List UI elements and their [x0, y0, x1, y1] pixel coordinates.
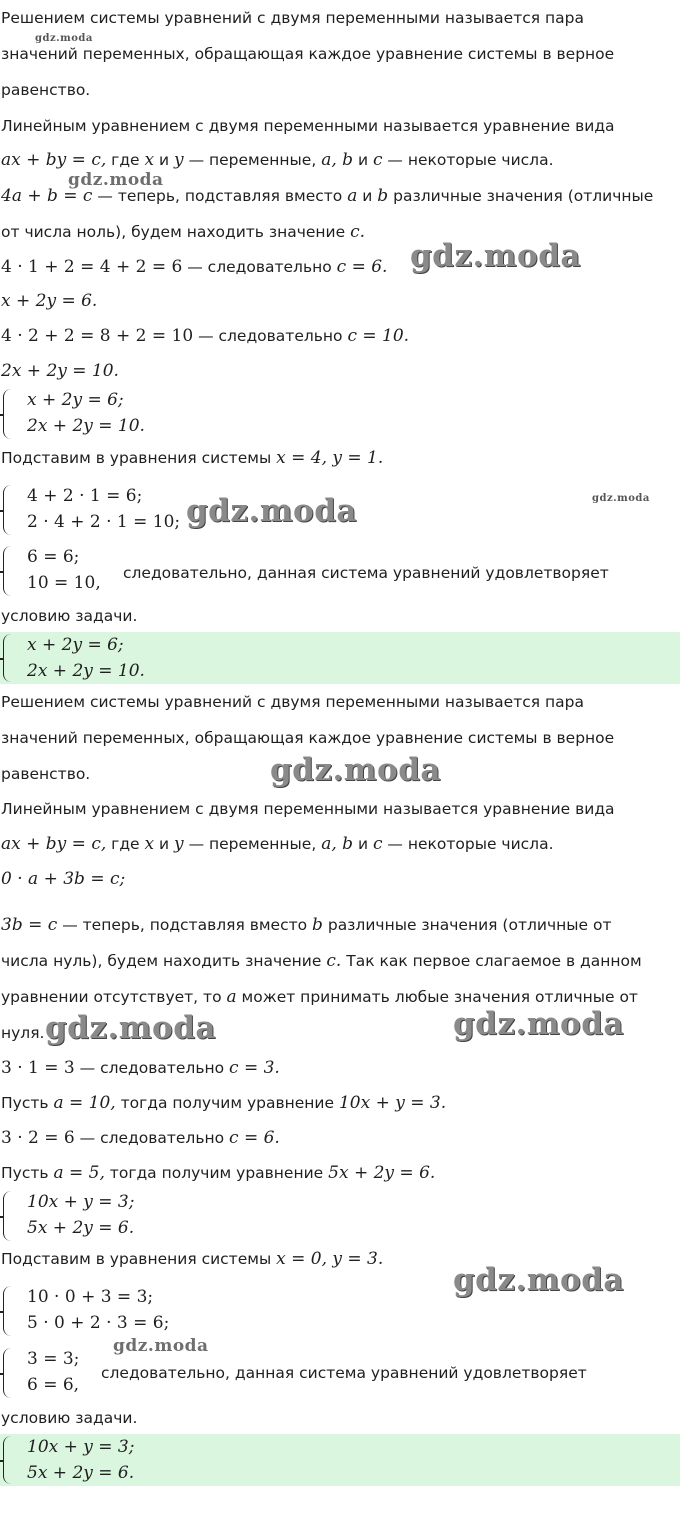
var-a: a	[347, 186, 358, 206]
result: c = 10.	[347, 326, 410, 346]
var-c: c.	[350, 222, 366, 242]
equation-1: x + 2y = 6.	[1, 291, 98, 311]
definition-solution-line-3: равенство.	[1, 81, 91, 99]
substitute-line	[1, 1249, 383, 1269]
brace	[3, 485, 16, 535]
system-row: 5x + 2y = 6.	[27, 1463, 135, 1483]
brace	[3, 389, 16, 439]
watermark: gdz.moda	[453, 1262, 624, 1298]
watermark: gdz.moda	[45, 1010, 216, 1046]
brace	[3, 1348, 16, 1398]
substitution-line-4: нуля.	[1, 1024, 45, 1042]
text: — некоторые числа.	[382, 835, 554, 853]
general-equation: ax + by = c,	[1, 150, 107, 170]
substitution-line-2	[1, 951, 642, 971]
system-row: 5x + 2y = 6.	[27, 1218, 135, 1238]
brace	[3, 1286, 16, 1336]
brace	[3, 634, 16, 682]
text: и	[353, 835, 373, 853]
system-row: 2x + 2y = 10.	[27, 416, 145, 436]
expression: 4 · 1 + 2 = 4 + 2 = 6	[1, 257, 183, 277]
system-row: 10 = 10,	[27, 573, 101, 593]
definition-solution-line-1: Решением системы уравнений с двумя переменными называется пара	[1, 9, 584, 27]
equation: 3b = c	[1, 915, 58, 935]
equation-2: 2x + 2y = 10.	[1, 361, 119, 381]
watermark: gdz.moda	[68, 170, 164, 190]
text: Так как первое слагаемое в данном	[341, 952, 642, 970]
values: x = 4, y = 1.	[276, 448, 384, 468]
result: c = 3.	[229, 1058, 280, 1078]
value-a: a = 5,	[53, 1163, 105, 1183]
text: — теперь, подставляя вместо	[92, 187, 348, 205]
equation: 10x + y = 3.	[338, 1093, 447, 1113]
system-row: 2 · 4 + 2 · 1 = 10;	[27, 512, 181, 532]
text: — следовательно	[193, 327, 348, 345]
text: — теперь, подставляя вместо	[57, 916, 313, 934]
text: и	[154, 151, 175, 169]
answer-box-2	[0, 1434, 680, 1486]
answer-box-1	[0, 632, 680, 684]
calculation-1	[1, 257, 387, 277]
system-row: 10 · 0 + 3 = 3;	[27, 1287, 154, 1307]
general-equation-line	[1, 834, 554, 854]
system-row: 10x + y = 3;	[27, 1192, 135, 1212]
values: x = 0, y = 3.	[276, 1249, 384, 1269]
system-row: 5 · 0 + 2 · 3 = 6;	[27, 1313, 170, 1333]
answer-system	[1, 632, 221, 684]
watermark: gdz.moda	[270, 752, 441, 788]
system-row: 4 + 2 · 1 = 6;	[27, 486, 143, 506]
text: — переменные,	[183, 835, 322, 853]
text: и	[357, 187, 378, 205]
general-equation: ax + by = c,	[1, 834, 107, 854]
result: c = 6.	[229, 1128, 280, 1148]
definition-linear-equation: Линейным уравнением с двумя переменными называется уравнение вида	[1, 117, 615, 135]
text: различные значения (отличные от	[322, 916, 612, 934]
check-system-2	[1, 1284, 221, 1338]
text: от числа ноль), будем находить значение	[1, 223, 351, 241]
result: c = 6.	[336, 257, 388, 277]
coeff-c: c	[372, 834, 383, 854]
text: — переменные,	[183, 151, 322, 169]
text: Подставим в уравнения системы	[1, 1250, 277, 1268]
definition-solution-line-1: Решением системы уравнений с двумя переменными называется пара	[1, 693, 584, 711]
watermark: gdz.moda	[186, 493, 357, 529]
conclusion-end: условию задачи.	[1, 1409, 138, 1427]
system-row: 3 = 3;	[27, 1349, 80, 1369]
calculation-1	[1, 1058, 280, 1078]
text: Подставим в уравнения системы	[1, 449, 277, 467]
text: где	[106, 151, 145, 169]
definition-linear-equation: Линейным уравнением с двумя переменными называется уравнение вида	[1, 800, 615, 818]
system-row: 10x + y = 3;	[27, 1437, 135, 1457]
var-a: a	[226, 987, 237, 1007]
text: — некоторые числа.	[382, 151, 554, 169]
calculation-2	[1, 326, 409, 346]
equation: 4a + b = c	[1, 186, 93, 206]
general-equation-line	[1, 150, 554, 170]
result-system-1	[1, 544, 121, 598]
conclusion-end: условию задачи.	[1, 607, 138, 625]
substitute-line	[1, 448, 383, 468]
check-system-1	[1, 483, 201, 537]
text: тогда получим уравнение	[115, 1094, 339, 1112]
system-row: 2x + 2y = 10.	[27, 661, 145, 681]
substitution-line-3	[1, 987, 638, 1007]
coeffs: a, b	[321, 150, 354, 170]
watermark: gdz.moda	[113, 1336, 209, 1356]
text: уравнении отсутствует, то	[1, 988, 227, 1006]
value-a: a = 10,	[53, 1093, 116, 1113]
equation: 5x + 2y = 6.	[328, 1163, 436, 1183]
text: — следовательно	[182, 258, 337, 276]
var-b: b	[312, 915, 323, 935]
var-b: b	[377, 186, 389, 206]
text: Пусть	[1, 1094, 54, 1112]
brace	[3, 1436, 16, 1484]
system-2	[1, 1189, 201, 1243]
system-row: 6 = 6,	[27, 1375, 80, 1395]
expression: 3 · 2 = 6	[1, 1128, 75, 1148]
answer-system	[1, 1434, 221, 1486]
text: различные значения (отличные	[388, 187, 654, 205]
text: где	[106, 835, 145, 853]
text: и	[353, 151, 373, 169]
var-x: x	[144, 150, 155, 170]
text: Пусть	[1, 1164, 54, 1182]
system-1	[1, 387, 201, 441]
watermark: gdz.moda	[410, 238, 581, 274]
brace	[3, 1191, 16, 1241]
substitution-line-1	[1, 915, 611, 935]
var-x: x	[144, 834, 155, 854]
conclusion: следовательно, данная система уравнений удовлетворяет	[123, 564, 609, 582]
coeff-c: c	[372, 150, 383, 170]
text: — следовательно	[74, 1059, 230, 1077]
calculation-2	[1, 1128, 280, 1148]
expression: 3 · 1 = 3	[1, 1058, 75, 1078]
system-row: 6 = 6;	[27, 547, 80, 567]
text: тогда получим уравнение	[104, 1164, 329, 1182]
let-line-2	[1, 1163, 435, 1183]
definition-solution-line-2: значений переменных, обращающая каждое уравнение системы в верное	[1, 729, 615, 747]
watermark: gdz.moda	[592, 493, 650, 504]
text: может принимать любые значения отличные от	[236, 988, 638, 1006]
definition-solution-line-2: значений переменных, обращающая каждое уравнение системы в верное	[1, 45, 615, 63]
equation-0a-3b: 0 · a + 3b = c;	[1, 869, 126, 889]
text: и	[154, 835, 175, 853]
result-system-2	[1, 1346, 101, 1400]
var-y: y	[174, 150, 184, 170]
text: — следовательно	[74, 1129, 230, 1147]
var-y: y	[174, 834, 184, 854]
watermark: gdz.moda	[35, 33, 93, 44]
coeffs: a, b	[321, 834, 354, 854]
substitution-line-2	[1, 222, 365, 242]
conclusion: следовательно, данная система уравнений удовлетворяет	[101, 1364, 587, 1382]
watermark: gdz.moda	[453, 1006, 624, 1042]
system-row: x + 2y = 6;	[27, 635, 124, 655]
definition-solution-line-3: равенство.	[1, 765, 91, 783]
let-line-1	[1, 1093, 446, 1113]
var-c: c.	[326, 951, 342, 971]
expression: 4 · 2 + 2 = 8 + 2 = 10	[1, 326, 194, 346]
system-row: x + 2y = 6;	[27, 390, 124, 410]
brace	[3, 546, 16, 596]
text: числа нуль), будем находить значение	[1, 952, 327, 970]
